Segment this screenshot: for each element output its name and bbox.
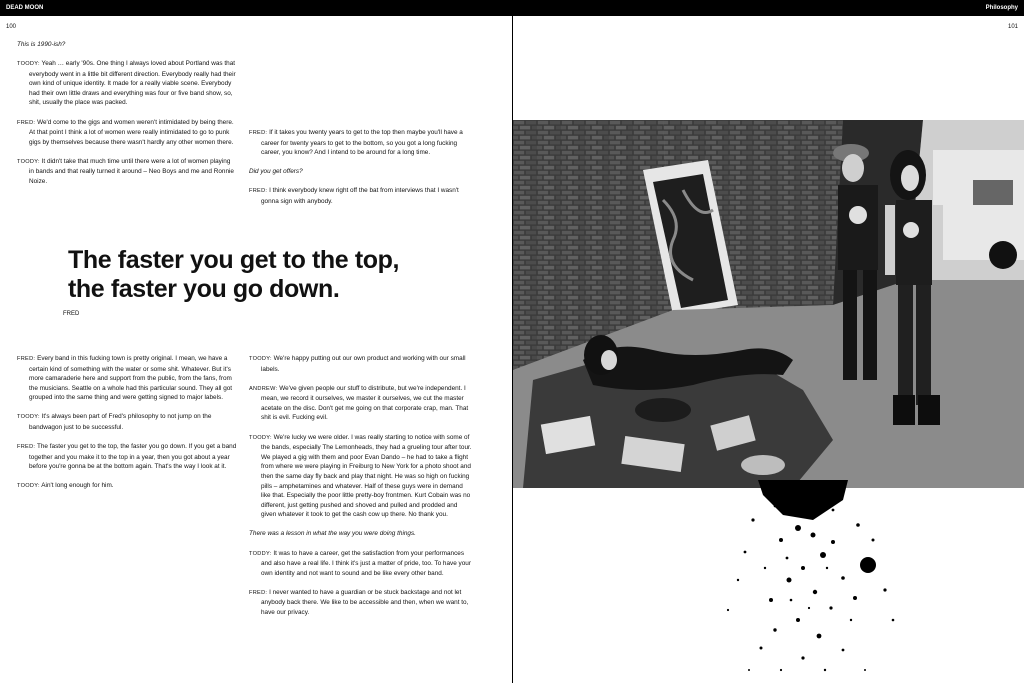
answer-text: I never wanted to have a guardian or be stuck backstage and not let anybody back there. We like to be accessible and then, when we want to, have our privacy. [261,588,469,616]
answer-text: We'd come to the gigs and women weren't intimidated by being there. At that point I think a lot of women were really intimidated to go to punk gigs by themselves because there wasn't hardly any other women there. [29,118,234,146]
answer-text: Ain't long enough for him. [41,482,114,490]
answer-text: It didn't take that much time until there were a lot of women playing in bands and that really turned it around – Neo Boys and me and Ronnie Noize. [29,157,234,186]
interview-answer [249,186,474,206]
speaker-label: TOODY: [17,483,40,490]
pull-quote-line-2: the faster you go down. [68,275,340,303]
interview-answer [249,549,474,579]
interview-answer [249,354,474,374]
interview-answer [17,59,237,108]
speaker-label: ANDREW: [249,385,278,392]
ink-splatter-graphic [513,480,1024,683]
speaker-label: FRED: [249,589,268,596]
answer-text: It was to have a career, get the satisfaction from your performances and also have a real life. I think it's just a matter of pride, too. To have your own identity and not want to sound and be like every other band. [261,549,471,577]
speaker-label: FRED: [249,188,268,195]
interview-answer [249,384,474,423]
speaker-label: TOODY: [17,158,40,165]
speaker-label: TOODY: [249,356,272,362]
speaker-label: FRED: [17,444,36,451]
interview-question: There was a lesson in what the way you were doing things. [249,530,416,538]
interview-answer [17,118,237,148]
speaker-label: TOODY: [17,61,40,68]
interview-answer [249,588,474,618]
magazine-title: DEAD MOON [6,5,44,11]
section-title: Philosophy [985,5,1018,11]
speaker-label: TOODY: [17,414,40,421]
pull-quote [68,246,399,304]
answer-text: We've given people our stuff to distribute, but we're independent. I mean, we record it ourselves, we master it ourselves, we cut the master acetate on the disc. Don't get me going on that corporate crap, man. That shit is evil. Fucking evil. [261,384,469,422]
page-number-right: 101 [1007,24,1018,30]
interview-answer [17,481,239,492]
interview-answer [17,157,237,187]
page-number-left: 100 [6,24,17,30]
interview-column-1-bottom [17,354,239,502]
interview-question: This is 1990-ish? [17,41,66,48]
interview-answer [249,433,474,520]
interview-column-2-bottom [249,354,474,627]
interview-answer [249,128,474,158]
interview-column-2-top [249,128,474,216]
interview-answer [17,412,239,432]
interview-answer [17,442,239,472]
answer-text: I think everybody knew right off the bat from interviews that I wasn't gonna sign with anybody. [261,187,459,205]
interview-answer [17,354,239,403]
speaker-label: TOODY: [249,434,272,441]
answer-text: We're happy putting out our own product and working with our small labels. [261,355,466,373]
answer-text: The faster you get to the top, the faster you go down. If you get a band together and you make it to the top in a year, then you got about a year before you're gonna be at the bottom again. That's the way I look at it. [29,443,237,471]
answer-text: Yeah … early '90s. One thing I always loved about Portland was that everybody went in a little bit different direction. Everybody really had their own kind of unique identity. It made for a really viable scene. Everybody had their own little draws and everything was four or five band show, so, shit, usually the place was packed. [29,60,236,107]
answer-text: Every band in this fucking town is pretty original. I mean, we have a certain kind of something with the water or some shit. Whatever. But it's more camaraderie here and support from the public, from the fans, from the musicians. Seattle on a whole had this particular sound. They all got grouped into the same thing and were getting signed to major labels. [29,355,233,402]
top-bar [0,0,1024,16]
speaker-label: FRED: [249,130,268,136]
pull-quote-attribution: FRED [63,311,80,317]
answer-text: It's always been part of Fred's philosophy to not jump on the bandwagon just to be successful. [29,413,212,432]
interview-question: Did you get offers? [249,168,303,176]
speaker-label: FRED: [17,356,36,362]
speaker-label: TODDY: [249,550,272,557]
answer-text: We're lucky we were older. I was really starting to notice with some of the bands, especially The Lemonheads, they had a grueling tour after tour. We played a gig with them and poor Evan Dando – he had to take a flight from where we were playing in Freiburg to New York for a photo shoot and then the same day fly back and play that night. He was so high on fucking pills – amphetamines and whatever. Half of these guys were in demand like that. Especially the poor little pretty-boy frontmen. Kurt Cobain was no different, just getting pushed and shoved and pulled and prodded and given whatever it took to get the cash cow up there. No thank you. [261,433,472,519]
interview-column-1-top [17,40,237,196]
answer-text: If it takes you twenty years to get to the top then maybe you'll have a career for twenty years to get to the bottom, so you got a long fucking career, you know? And I intend to be around for a long time. [261,129,463,157]
pull-quote-line-1: The faster you get to the top, [68,246,400,274]
band-photo [513,120,1024,488]
speaker-label: FRED: [17,119,36,126]
